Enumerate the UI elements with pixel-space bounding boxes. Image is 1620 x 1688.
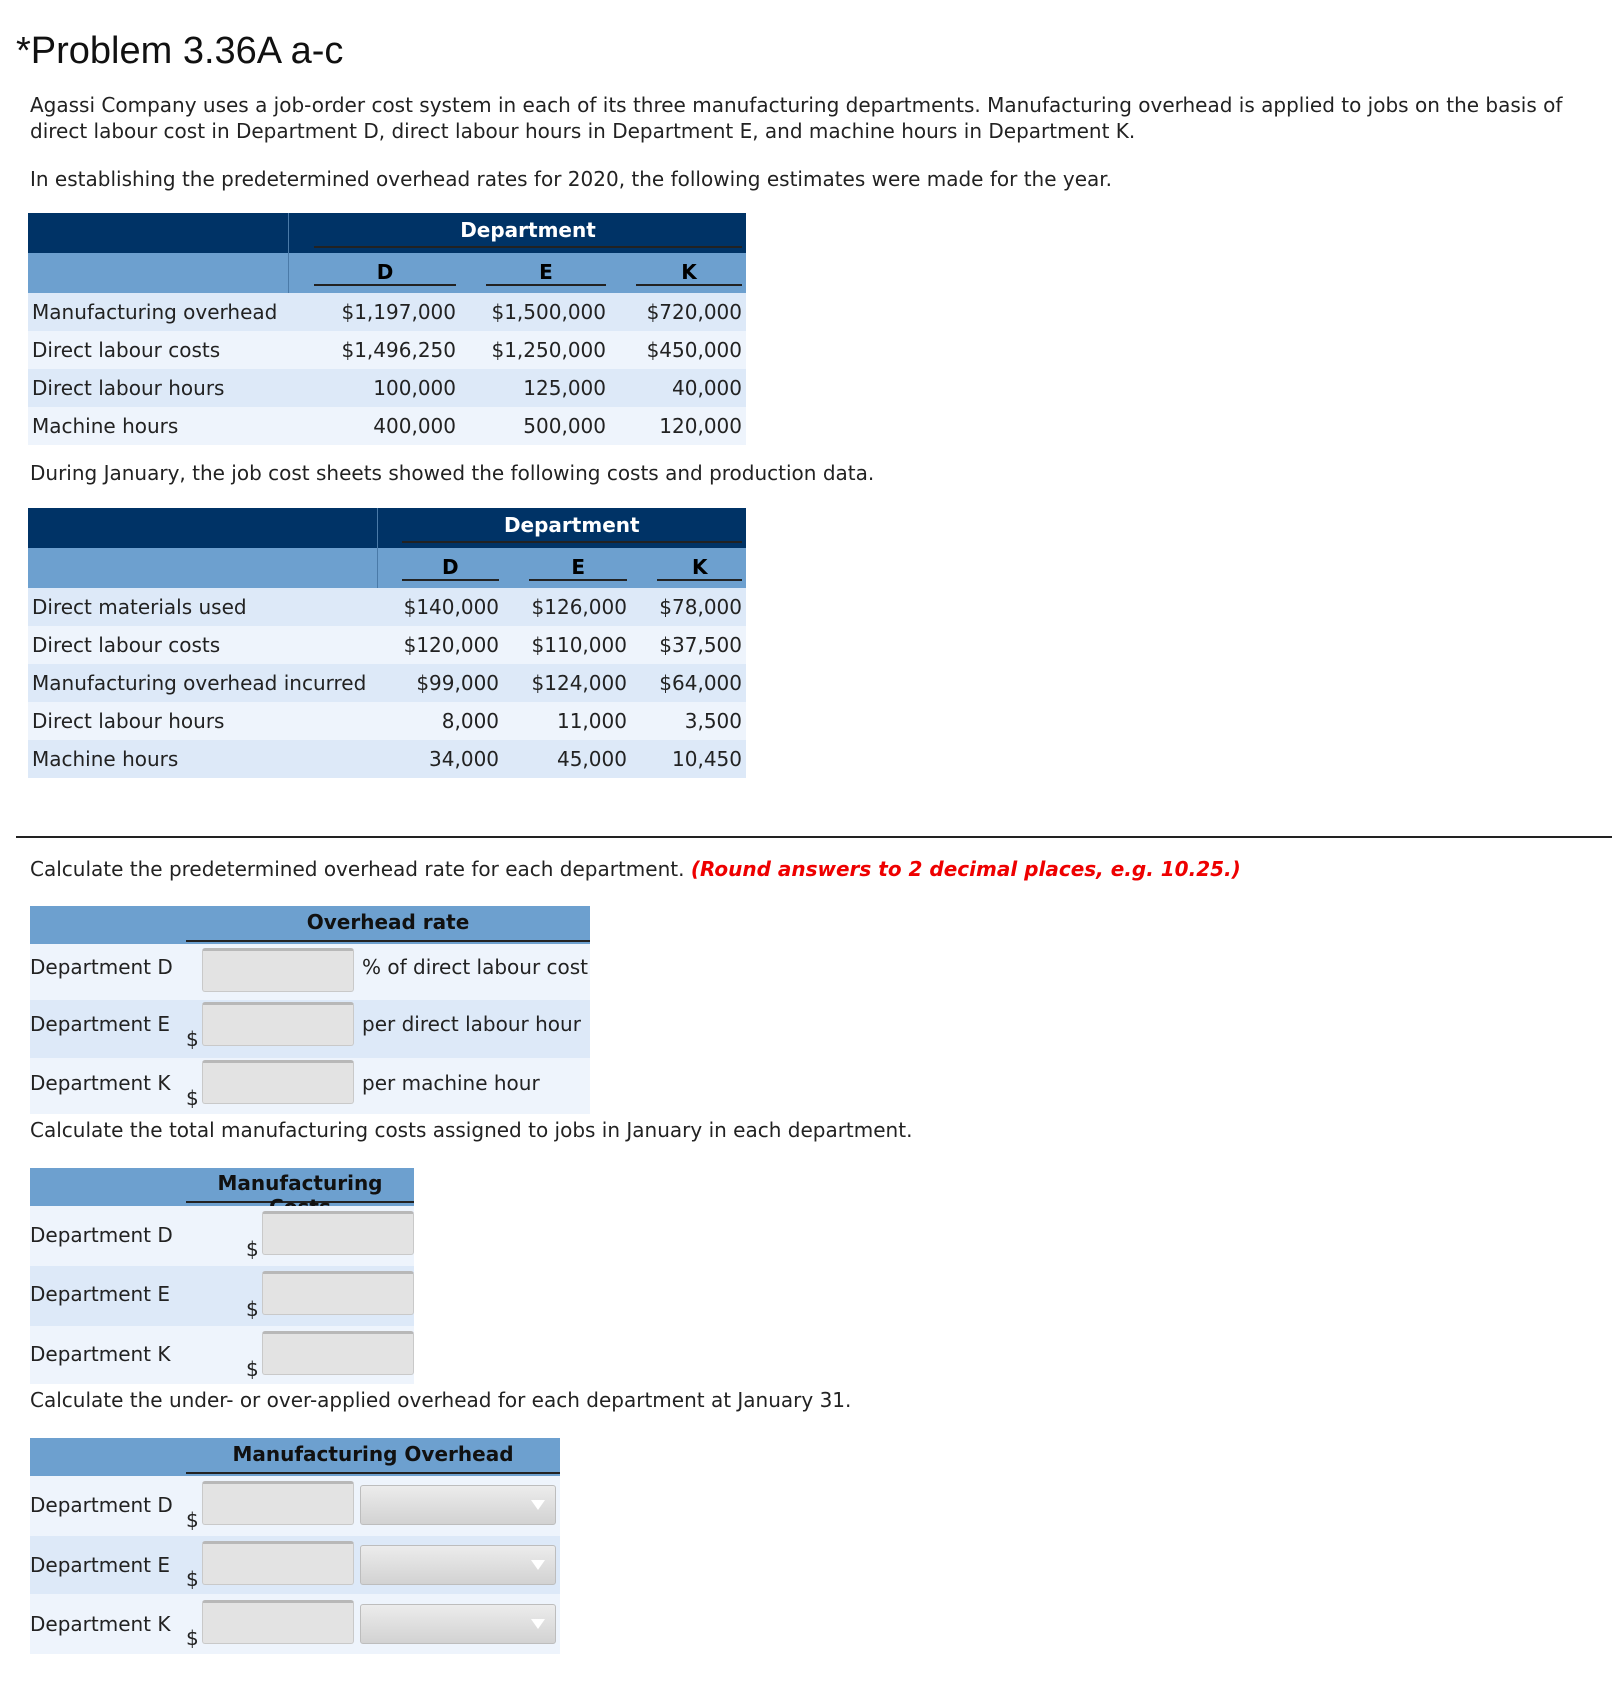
dollar-sign: $ — [246, 1297, 259, 1321]
overhead-label-e: Department E — [30, 1553, 171, 1577]
manufacturing-costs-d-input[interactable] — [262, 1211, 414, 1255]
value-cell: 400,000 — [373, 414, 456, 438]
value-cell: 11,000 — [556, 709, 627, 733]
value-cell: 10,450 — [672, 747, 742, 771]
overhead-rate-k-input[interactable] — [202, 1060, 354, 1104]
row-label: Machine hours — [32, 747, 179, 771]
part-a-instruction-text: Calculate the predetermined overhead rate for each department. — [30, 857, 685, 881]
department-group-header: Department — [402, 513, 742, 543]
row-label: Manufacturing overhead incurred — [32, 671, 367, 695]
estimates-intro: In establishing the predetermined overhead rates for 2020, the following estimates were made for the year. — [30, 167, 1113, 191]
cost-label-k: Department K — [30, 1342, 171, 1366]
cost-label-d: Department D — [30, 1223, 173, 1247]
chevron-down-icon — [531, 1560, 545, 1570]
table-row — [28, 588, 746, 626]
value-cell: $37,500 — [659, 633, 742, 657]
row-label: Direct labour costs — [32, 633, 221, 657]
row-label: Direct labour hours — [32, 376, 225, 400]
value-cell: 125,000 — [523, 376, 606, 400]
rate-unit-e: per direct labour hour — [362, 1012, 581, 1036]
january-table — [28, 508, 746, 778]
manufacturing-costs-header: Manufacturing — [186, 1171, 414, 1203]
column-header-d: D — [314, 260, 456, 286]
page-title: *Problem 3.36A a-c — [16, 30, 344, 72]
overhead-rate-e-input[interactable] — [202, 1002, 354, 1046]
overhead-amount-d-input[interactable] — [202, 1481, 354, 1525]
value-cell: $450,000 — [646, 338, 742, 362]
overhead-amount-k-input[interactable] — [202, 1600, 354, 1644]
value-cell: $1,197,000 — [341, 300, 456, 324]
dollar-sign: $ — [246, 1357, 259, 1381]
row-label: Direct labour costs — [32, 338, 221, 362]
row-label: Direct materials used — [32, 595, 247, 619]
value-cell: 3,500 — [684, 709, 742, 733]
table-row — [28, 407, 746, 445]
overhead-amount-e-input[interactable] — [202, 1541, 354, 1585]
table-row — [28, 293, 746, 331]
rate-label-d: Department D — [30, 955, 173, 979]
chevron-down-icon — [531, 1500, 545, 1510]
overhead-label-k: Department K — [30, 1612, 171, 1636]
dollar-sign: $ — [186, 1626, 199, 1650]
column-header-d: D — [402, 555, 500, 581]
rate-label-e: Department E — [30, 1012, 171, 1036]
overhead-type-e-select[interactable] — [360, 1545, 556, 1585]
row-label: Machine hours — [32, 414, 179, 438]
rate-unit-d: % of direct labour cost — [362, 955, 589, 979]
dollar-sign: $ — [186, 1086, 199, 1110]
rounding-note: (Round answers to 2 decimal places, e.g. 10.25.) — [690, 857, 1241, 881]
rate-unit-k: per machine hour — [362, 1071, 540, 1095]
value-cell: 100,000 — [373, 376, 456, 400]
dollar-sign: $ — [186, 1508, 199, 1532]
value-cell: $124,000 — [531, 671, 627, 695]
column-header-e: E — [529, 555, 627, 581]
column-header-k: K — [657, 555, 742, 581]
problem-intro: Agassi Company uses a job-order cost system in each of its three manufacturing departments. Manufacturing overhead is applied to jobs on the basis of direct labour cost in Department D, direct labour hours in Department E, and machine hours in Department K. — [30, 93, 1563, 143]
value-cell: $1,500,000 — [491, 300, 606, 324]
january-intro: During January, the job cost sheets showed the following costs and production data. — [30, 461, 875, 485]
section-divider — [16, 836, 1612, 838]
table-row — [28, 331, 746, 369]
value-cell: 45,000 — [556, 747, 627, 771]
column-header-k: K — [636, 260, 742, 286]
part-c-instruction: Calculate the under- or over-applied overhead for each department at January 31. — [30, 1388, 852, 1412]
value-cell: 120,000 — [659, 414, 742, 438]
dollar-sign: $ — [246, 1237, 259, 1261]
value-cell: $720,000 — [646, 300, 742, 324]
column-header-e: E — [486, 260, 606, 286]
table-row — [28, 702, 746, 740]
value-cell: $110,000 — [531, 633, 627, 657]
dollar-sign: $ — [186, 1567, 199, 1591]
value-cell: $140,000 — [403, 595, 500, 619]
value-cell: $78,000 — [659, 595, 742, 619]
manufacturing-overhead-header: Manufacturing Overhead — [186, 1442, 560, 1474]
part-a-instruction — [30, 856, 1590, 882]
table-row — [28, 626, 746, 664]
cost-label-e: Department E — [30, 1282, 171, 1306]
value-cell: 8,000 — [441, 709, 500, 733]
overhead-rate-d-input[interactable] — [202, 948, 354, 992]
value-cell: $99,000 — [416, 671, 500, 695]
manufacturing-costs-k-input[interactable] — [262, 1331, 414, 1375]
rate-label-k: Department K — [30, 1071, 171, 1095]
part-b-instruction: Calculate the total manufacturing costs assigned to jobs in January in each department. — [30, 1118, 913, 1142]
overhead-type-d-select[interactable] — [360, 1485, 556, 1525]
overhead-label-d: Department D — [30, 1493, 173, 1517]
row-label: Manufacturing overhead — [32, 300, 278, 324]
table-row — [28, 740, 746, 778]
manufacturing-costs-e-input[interactable] — [262, 1271, 414, 1315]
value-cell: 34,000 — [429, 747, 500, 771]
value-cell: 500,000 — [523, 414, 606, 438]
table-row — [28, 664, 746, 702]
value-cell: $1,250,000 — [491, 338, 606, 362]
table-row — [28, 369, 746, 407]
overhead-type-k-select[interactable] — [360, 1604, 556, 1644]
value-cell: $120,000 — [403, 633, 500, 657]
value-cell: $64,000 — [659, 671, 742, 695]
dollar-sign: $ — [186, 1027, 199, 1051]
row-label: Direct labour hours — [32, 709, 225, 733]
value-cell: $1,496,250 — [341, 338, 456, 362]
value-cell: $126,000 — [531, 595, 627, 619]
department-group-header: Department — [314, 218, 742, 248]
estimates-table — [28, 213, 746, 445]
overhead-rate-header: Overhead rate — [186, 910, 590, 942]
value-cell: 40,000 — [672, 376, 742, 400]
chevron-down-icon — [531, 1619, 545, 1629]
